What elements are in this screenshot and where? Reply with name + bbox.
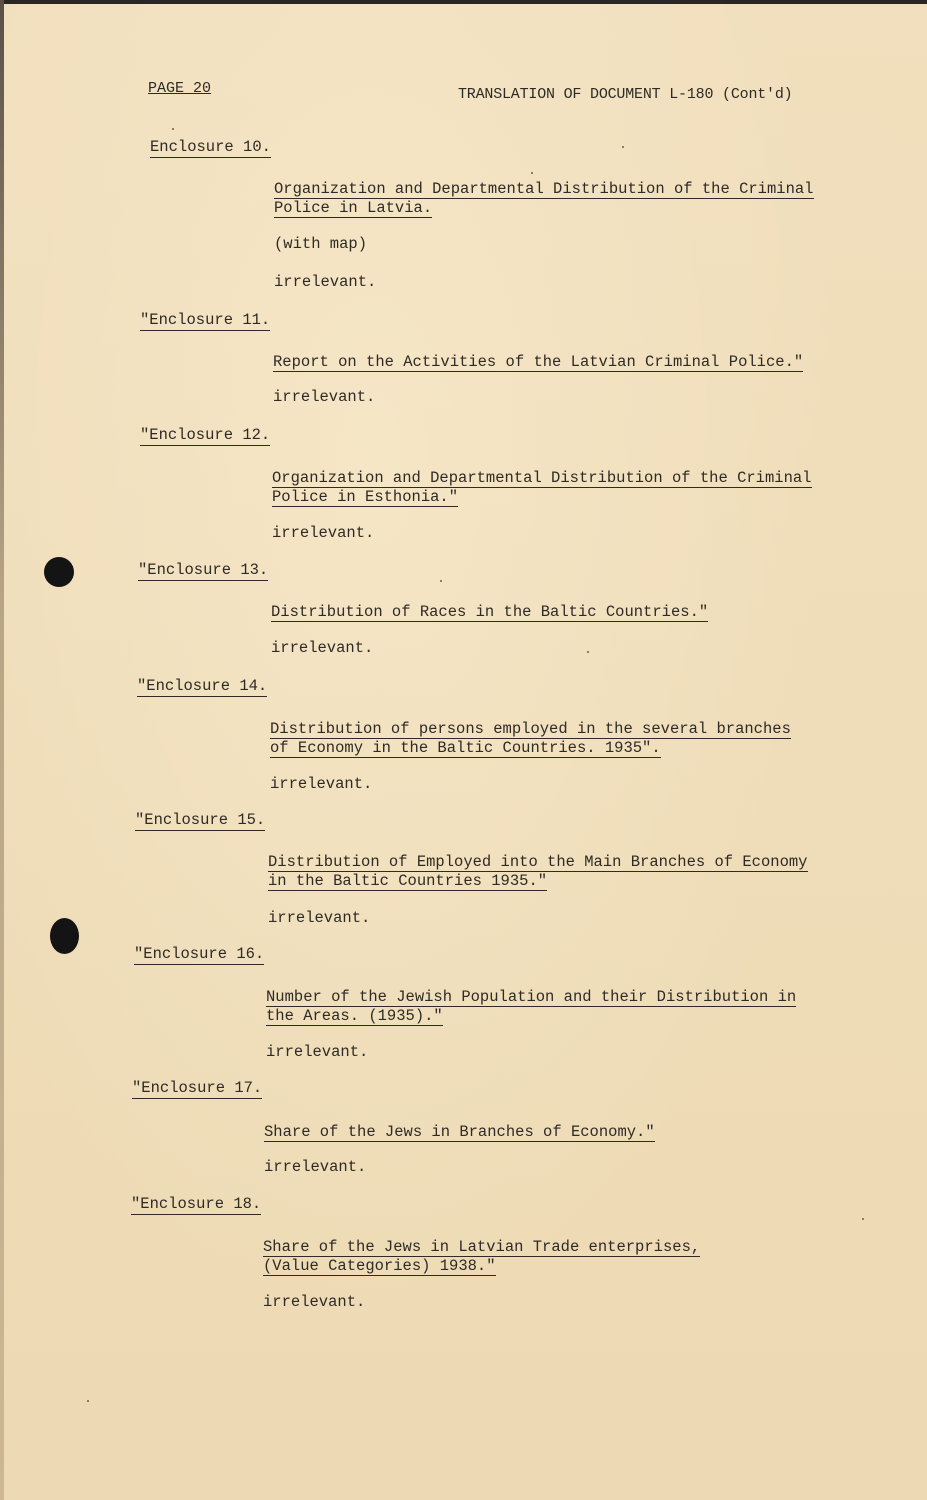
enclosure-15-label: "Enclosure 15. (135, 811, 266, 829)
speck (440, 580, 442, 582)
enclosure-10-status: irrelevant. (274, 273, 377, 291)
enclosure-18-label: "Enclosure 18. (131, 1195, 262, 1213)
page-number: PAGE 20 (148, 80, 212, 97)
speck (587, 651, 589, 653)
enclosure-13-label: "Enclosure 13. (138, 561, 269, 579)
enclosure-11-status: irrelevant. (273, 388, 376, 406)
enclosure-13-status: irrelevant. (271, 639, 374, 657)
enclosure-15-status: irrelevant. (268, 909, 371, 927)
enclosure-14-title: Distribution of persons employed in the several branches of Economy in the Baltic Countries. 1935". (270, 720, 791, 757)
enclosure-18-title: Share of the Jews in Latvian Trade enterprises, (Value Categories) 1938." (263, 1238, 701, 1275)
enclosure-14-status: irrelevant. (270, 775, 373, 793)
enclosure-11-label: "Enclosure 11. (140, 311, 271, 329)
enclosure-11-title: Report on the Activities of the Latvian Criminal Police." (273, 353, 804, 371)
speck (172, 128, 174, 130)
speck (622, 146, 624, 148)
enclosure-13-title: Distribution of Races in the Baltic Countries." (271, 603, 709, 621)
enclosure-12-title: Organization and Departmental Distribution of the Criminal Police in Esthonia." (272, 469, 812, 506)
enclosure-16-label: "Enclosure 16. (134, 945, 265, 963)
page-left-edge (0, 0, 4, 1500)
enclosure-17-title: Share of the Jews in Branches of Economy." (264, 1123, 655, 1141)
speck (531, 172, 533, 174)
document-title: TRANSLATION OF DOCUMENT L-180 (Cont'd) (458, 86, 793, 103)
enclosure-10-label: Enclosure 10. (150, 138, 271, 156)
punch-hole-lower (50, 918, 79, 954)
enclosure-18-status: irrelevant. (263, 1293, 366, 1311)
speck (87, 1400, 89, 1402)
enclosure-16-status: irrelevant. (266, 1043, 369, 1061)
punch-hole-upper (44, 557, 74, 587)
enclosure-10-note: (with map) (274, 235, 368, 253)
enclosure-15-title: Distribution of Employed into the Main Branches of Economy in the Baltic Countries 1935." (268, 853, 808, 890)
enclosure-16-title: Number of the Jewish Population and their Distribution in the Areas. (1935)." (266, 988, 797, 1025)
speck (862, 1218, 864, 1220)
enclosure-17-label: "Enclosure 17. (132, 1079, 263, 1097)
enclosure-12-status: irrelevant. (272, 524, 375, 542)
enclosure-17-status: irrelevant. (264, 1158, 367, 1176)
enclosure-10-title: Organization and Departmental Distribution of the Criminal Police in Latvia. (274, 180, 814, 217)
page-top-edge (0, 0, 927, 4)
enclosure-14-label: "Enclosure 14. (137, 677, 268, 695)
enclosure-12-label: "Enclosure 12. (140, 426, 271, 444)
